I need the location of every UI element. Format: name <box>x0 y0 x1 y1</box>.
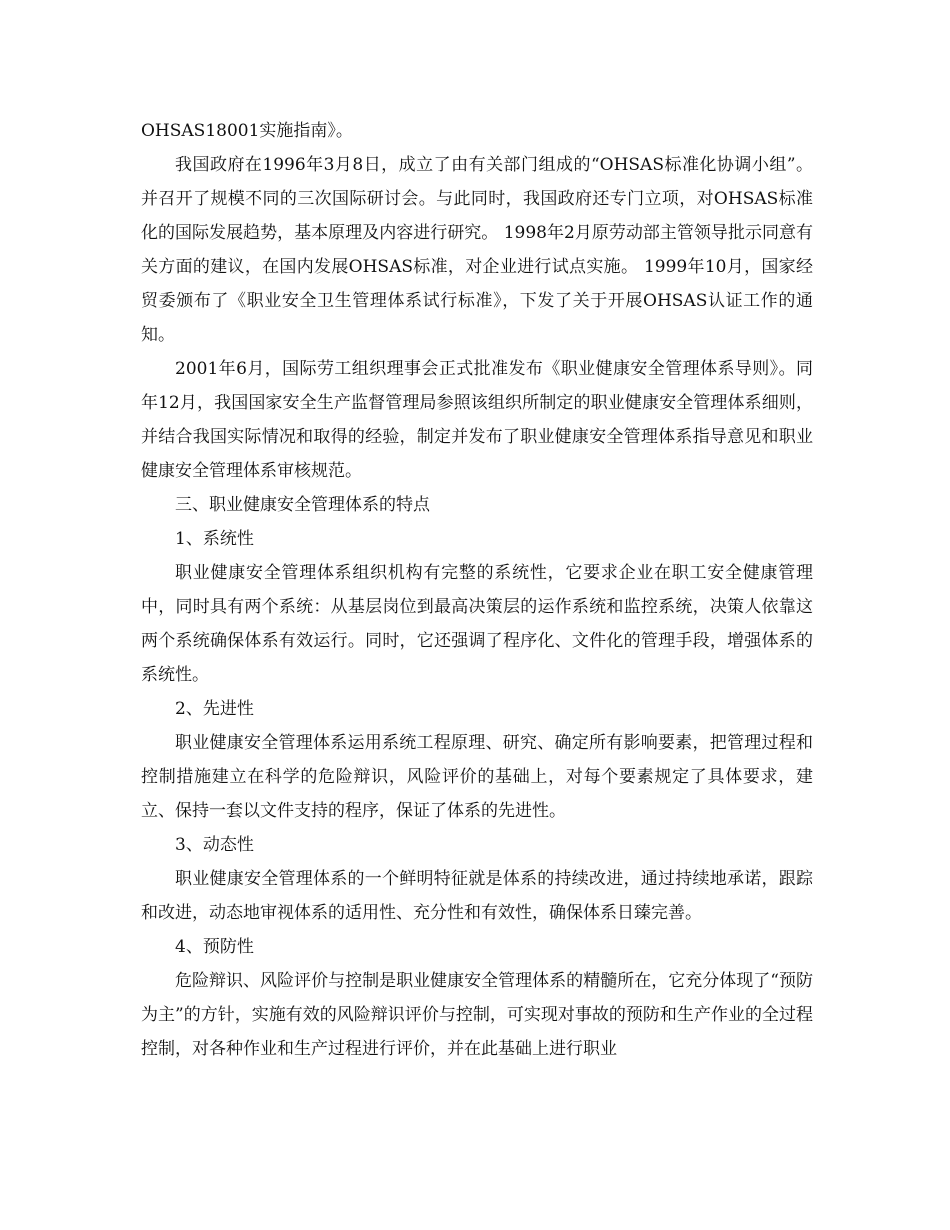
subheading-systematic: 1、系统性 <box>175 529 254 549</box>
document-body <box>141 114 813 1066</box>
section-heading-features: 三、职业健康安全管理体系的特点 <box>175 495 430 515</box>
subheading-advanced: 2、先进性 <box>175 699 254 719</box>
paragraph-ilo-2001: 2001年6月，国际劳工组织理事会正式批准发布《职业健康安全管理体系导则》。同年12月，我国国家安全生产监督管理局参照该组织所制定的职业健康安全管理体系细则，并结合我国实际情况和取得的经验，制定并发布了职业健康安全管理体系指导意见和职业健康安全管理体系审核规范。 <box>141 359 813 481</box>
paragraph-dynamic: 职业健康安全管理体系的一个鲜明特征就是体系的持续改进，通过持续地承诺，跟踪和改进，动态地审视体系的适用性、充分性和有效性，确保体系日臻完善。 <box>141 869 813 923</box>
paragraph-advanced: 职业健康安全管理体系运用系统工程原理、研究、确定所有影响要素，把管理过程和控制措施建立在科学的危险辩识，风险评价的基础上，对每个要素规定了具体要求，建立、保持一套以文件支持的程序，保证了体系的先进性。 <box>141 733 813 821</box>
paragraph-guide-title-end: OHSAS18001实施指南》。 <box>141 121 353 141</box>
paragraph-china-government-1996: 我国政府在1996年3月8日，成立了由有关部门组成的“OHSAS标准化协调小组”。并召开了规模不同的三次国际研讨会。与此同时，我国政府还专门立项，对OHSAS标准化的国际发展趋势，基本原理及内容进行研究。 1998年2月原劳动部主管领导批示同意有关方面的建议，在国内发展OHSAS标准，对企业进行试点实施。 1999年10月，国家经贸委颁布了《职业安全卫生管理体系试行标准》，下发了关于开展OHSAS认证工作的通知。 <box>141 155 813 345</box>
paragraph-preventive: 危险辩识、风险评价与控制是职业健康安全管理体系的精髓所在，它充分体现了“预防为主”的方针，实施有效的风险辩识评价与控制，可实现对事故的预防和生产作业的全过程控制，对各种作业和生产过程进行评价，并在此基础上进行职业 <box>141 971 813 1059</box>
subheading-preventive: 4、预防性 <box>175 937 254 957</box>
subheading-dynamic: 3、动态性 <box>175 835 254 855</box>
paragraph-systematic: 职业健康安全管理体系组织机构有完整的系统性，它要求企业在职工安全健康管理中，同时具有两个系统：从基层岗位到最高决策层的运作系统和监控系统，决策人依靠这两个系统确保体系有效运行。同时，它还强调了程序化、文件化的管理手段，增强体系的系统性。 <box>141 563 813 685</box>
